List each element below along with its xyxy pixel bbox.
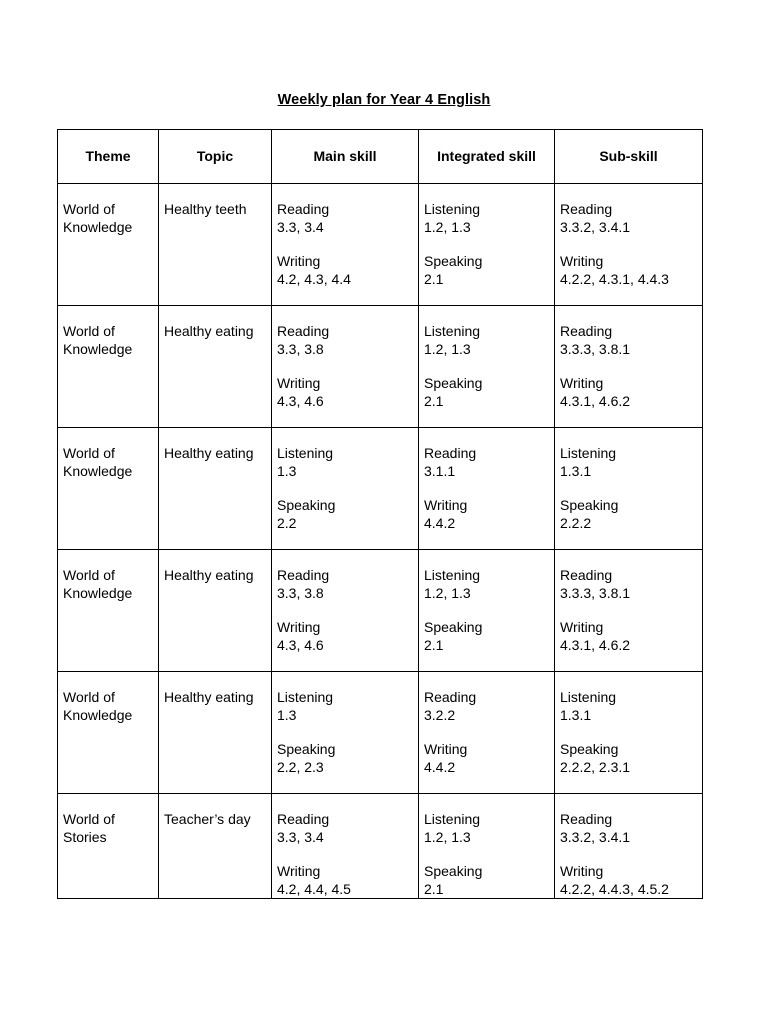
theme-cell bbox=[58, 672, 159, 794]
topic-text: Healthy eating bbox=[164, 567, 254, 583]
theme-line: Stories bbox=[63, 828, 107, 845]
skill-codes: 3.1.1 bbox=[424, 462, 456, 479]
skill-name: Listening bbox=[424, 567, 481, 583]
main-skill-cell bbox=[272, 550, 419, 672]
header-integrated-skill: Integrated skill bbox=[419, 130, 555, 184]
skill-codes: 2.1 bbox=[424, 392, 444, 409]
skill-name: Listening bbox=[424, 323, 481, 339]
skill-name: Reading bbox=[277, 811, 330, 827]
sub-skill-cell bbox=[555, 184, 703, 306]
skill-codes: 3.2.2 bbox=[424, 706, 456, 723]
topic-text: Healthy teeth bbox=[164, 201, 247, 217]
skill-codes: 2.2 bbox=[277, 514, 297, 531]
topic-text: Healthy eating bbox=[164, 445, 254, 461]
skill-name: Speaking bbox=[560, 741, 619, 757]
table-row bbox=[58, 672, 703, 794]
skill-codes: 2.1 bbox=[424, 636, 444, 653]
skill-codes: 4.3.1, 4.6.2 bbox=[560, 636, 631, 653]
skill-codes: 4.3, 4.6 bbox=[277, 392, 324, 409]
skill-codes: 3.3, 3.4 bbox=[277, 828, 324, 845]
theme-line: World of bbox=[63, 689, 115, 705]
skill-name: Writing bbox=[277, 375, 321, 391]
skill-codes: 1.3 bbox=[277, 706, 297, 723]
theme-line: Knowledge bbox=[63, 584, 133, 601]
skill-codes: 1.3.1 bbox=[560, 706, 592, 723]
skill-name: Writing bbox=[277, 863, 321, 879]
skill-codes: 1.3 bbox=[277, 462, 297, 479]
skill-codes: 3.3, 3.8 bbox=[277, 340, 324, 357]
sub-skill-cell bbox=[555, 672, 703, 794]
header-main-skill: Main skill bbox=[272, 130, 419, 184]
theme-cell bbox=[58, 550, 159, 672]
theme-cell bbox=[58, 794, 159, 899]
skill-codes: 1.3.1 bbox=[560, 462, 592, 479]
skill-codes: 4.4.2 bbox=[424, 758, 456, 775]
sub-skill-cell bbox=[555, 428, 703, 550]
skill-codes: 4.2, 4.3, 4.4 bbox=[277, 270, 351, 287]
topic-cell bbox=[159, 184, 272, 306]
skill-name: Speaking bbox=[560, 497, 619, 513]
skill-codes: 4.2.2, 4.3.1, 4.4.3 bbox=[560, 270, 669, 287]
skill-codes: 1.2, 1.3 bbox=[424, 584, 471, 601]
skill-name: Reading bbox=[560, 323, 613, 339]
skill-name: Reading bbox=[560, 567, 613, 583]
theme-line: Knowledge bbox=[63, 340, 133, 357]
skill-codes: 1.2, 1.3 bbox=[424, 218, 471, 235]
main-skill-cell bbox=[272, 184, 419, 306]
topic-cell bbox=[159, 550, 272, 672]
skill-codes: 3.3.2, 3.4.1 bbox=[560, 218, 631, 235]
skill-codes: 4.4.2 bbox=[424, 514, 456, 531]
skill-name: Writing bbox=[424, 741, 468, 757]
skill-name: Listening bbox=[560, 689, 617, 705]
skill-codes: 2.1 bbox=[424, 270, 444, 287]
document-title: Weekly plan for Year 4 English bbox=[277, 92, 491, 108]
skill-name: Reading bbox=[424, 689, 477, 705]
skill-name: Listening bbox=[277, 445, 334, 461]
integrated-skill-cell bbox=[419, 184, 555, 306]
topic-text: Teacher’s day bbox=[164, 811, 251, 827]
skill-codes: 2.2.2 bbox=[560, 514, 592, 531]
skill-codes: 4.3, 4.6 bbox=[277, 636, 324, 653]
topic-cell bbox=[159, 672, 272, 794]
skill-codes: 3.3.3, 3.8.1 bbox=[560, 340, 631, 357]
skill-name: Speaking bbox=[424, 619, 483, 635]
skill-codes: 3.3, 3.4 bbox=[277, 218, 324, 235]
main-skill-cell bbox=[272, 672, 419, 794]
topic-text: Healthy eating bbox=[164, 689, 254, 705]
theme-line: Knowledge bbox=[63, 462, 133, 479]
theme-cell bbox=[58, 428, 159, 550]
skill-name: Speaking bbox=[424, 863, 483, 879]
main-skill-cell bbox=[272, 428, 419, 550]
skill-name: Reading bbox=[277, 323, 330, 339]
topic-cell bbox=[159, 428, 272, 550]
integrated-skill-cell bbox=[419, 672, 555, 794]
skill-codes: 4.3.1, 4.6.2 bbox=[560, 392, 631, 409]
theme-line: World of bbox=[63, 567, 115, 583]
table-header-row bbox=[58, 130, 703, 184]
topic-text: Healthy eating bbox=[164, 323, 254, 339]
theme-cell bbox=[58, 184, 159, 306]
header-sub-skill: Sub-skill bbox=[555, 130, 703, 184]
skill-name: Reading bbox=[424, 445, 477, 461]
sub-skill-cell bbox=[555, 306, 703, 428]
integrated-skill-cell bbox=[419, 794, 555, 899]
skill-name: Speaking bbox=[277, 741, 336, 757]
main-skill-cell bbox=[272, 306, 419, 428]
skill-name: Listening bbox=[424, 201, 481, 217]
header-topic: Topic bbox=[159, 130, 272, 184]
theme-cell bbox=[58, 306, 159, 428]
skill-name: Writing bbox=[560, 863, 604, 879]
topic-cell bbox=[159, 794, 272, 899]
table-row bbox=[58, 550, 703, 672]
header-theme: Theme bbox=[58, 130, 159, 184]
sub-skill-cell bbox=[555, 794, 703, 899]
table-row bbox=[58, 794, 703, 899]
integrated-skill-cell bbox=[419, 306, 555, 428]
skill-name: Reading bbox=[277, 567, 330, 583]
skill-codes: 3.3.3, 3.8.1 bbox=[560, 584, 631, 601]
theme-line: World of bbox=[63, 445, 115, 461]
skill-name: Writing bbox=[560, 253, 604, 269]
skill-codes: 1.2, 1.3 bbox=[424, 828, 471, 845]
skill-codes: 2.2.2, 2.3.1 bbox=[560, 758, 631, 775]
skill-name: Writing bbox=[560, 375, 604, 391]
main-skill-cell bbox=[272, 794, 419, 899]
theme-line: World of bbox=[63, 201, 115, 217]
theme-line: World of bbox=[63, 811, 115, 827]
theme-line: World of bbox=[63, 323, 115, 339]
skill-codes: 2.2, 2.3 bbox=[277, 758, 324, 775]
integrated-skill-cell bbox=[419, 550, 555, 672]
skill-name: Writing bbox=[277, 253, 321, 269]
skill-codes: 1.2, 1.3 bbox=[424, 340, 471, 357]
skill-name: Speaking bbox=[424, 253, 483, 269]
skill-name: Writing bbox=[424, 497, 468, 513]
table-row bbox=[58, 306, 703, 428]
skill-codes: 4.2, 4.4, 4.5 bbox=[277, 880, 351, 897]
sub-skill-cell bbox=[555, 550, 703, 672]
skill-name: Listening bbox=[560, 445, 617, 461]
skill-name: Writing bbox=[560, 619, 604, 635]
theme-line: Knowledge bbox=[63, 218, 133, 235]
skill-name: Listening bbox=[277, 689, 334, 705]
table-row bbox=[58, 184, 703, 306]
skill-codes: 2.1 bbox=[424, 880, 444, 897]
skill-codes: 3.3, 3.8 bbox=[277, 584, 324, 601]
skill-name: Listening bbox=[424, 811, 481, 827]
skill-name: Writing bbox=[277, 619, 321, 635]
theme-line: Knowledge bbox=[63, 706, 133, 723]
integrated-skill-cell bbox=[419, 428, 555, 550]
skill-name: Speaking bbox=[424, 375, 483, 391]
skill-name: Reading bbox=[560, 811, 613, 827]
skill-name: Reading bbox=[277, 201, 330, 217]
skill-codes: 3.3.2, 3.4.1 bbox=[560, 828, 631, 845]
skill-codes: 4.2.2, 4.4.3, 4.5.2 bbox=[560, 880, 669, 897]
topic-cell bbox=[159, 306, 272, 428]
skill-name: Speaking bbox=[277, 497, 336, 513]
skill-name: Reading bbox=[560, 201, 613, 217]
weekly-plan-table bbox=[57, 129, 703, 899]
table-row bbox=[58, 428, 703, 550]
